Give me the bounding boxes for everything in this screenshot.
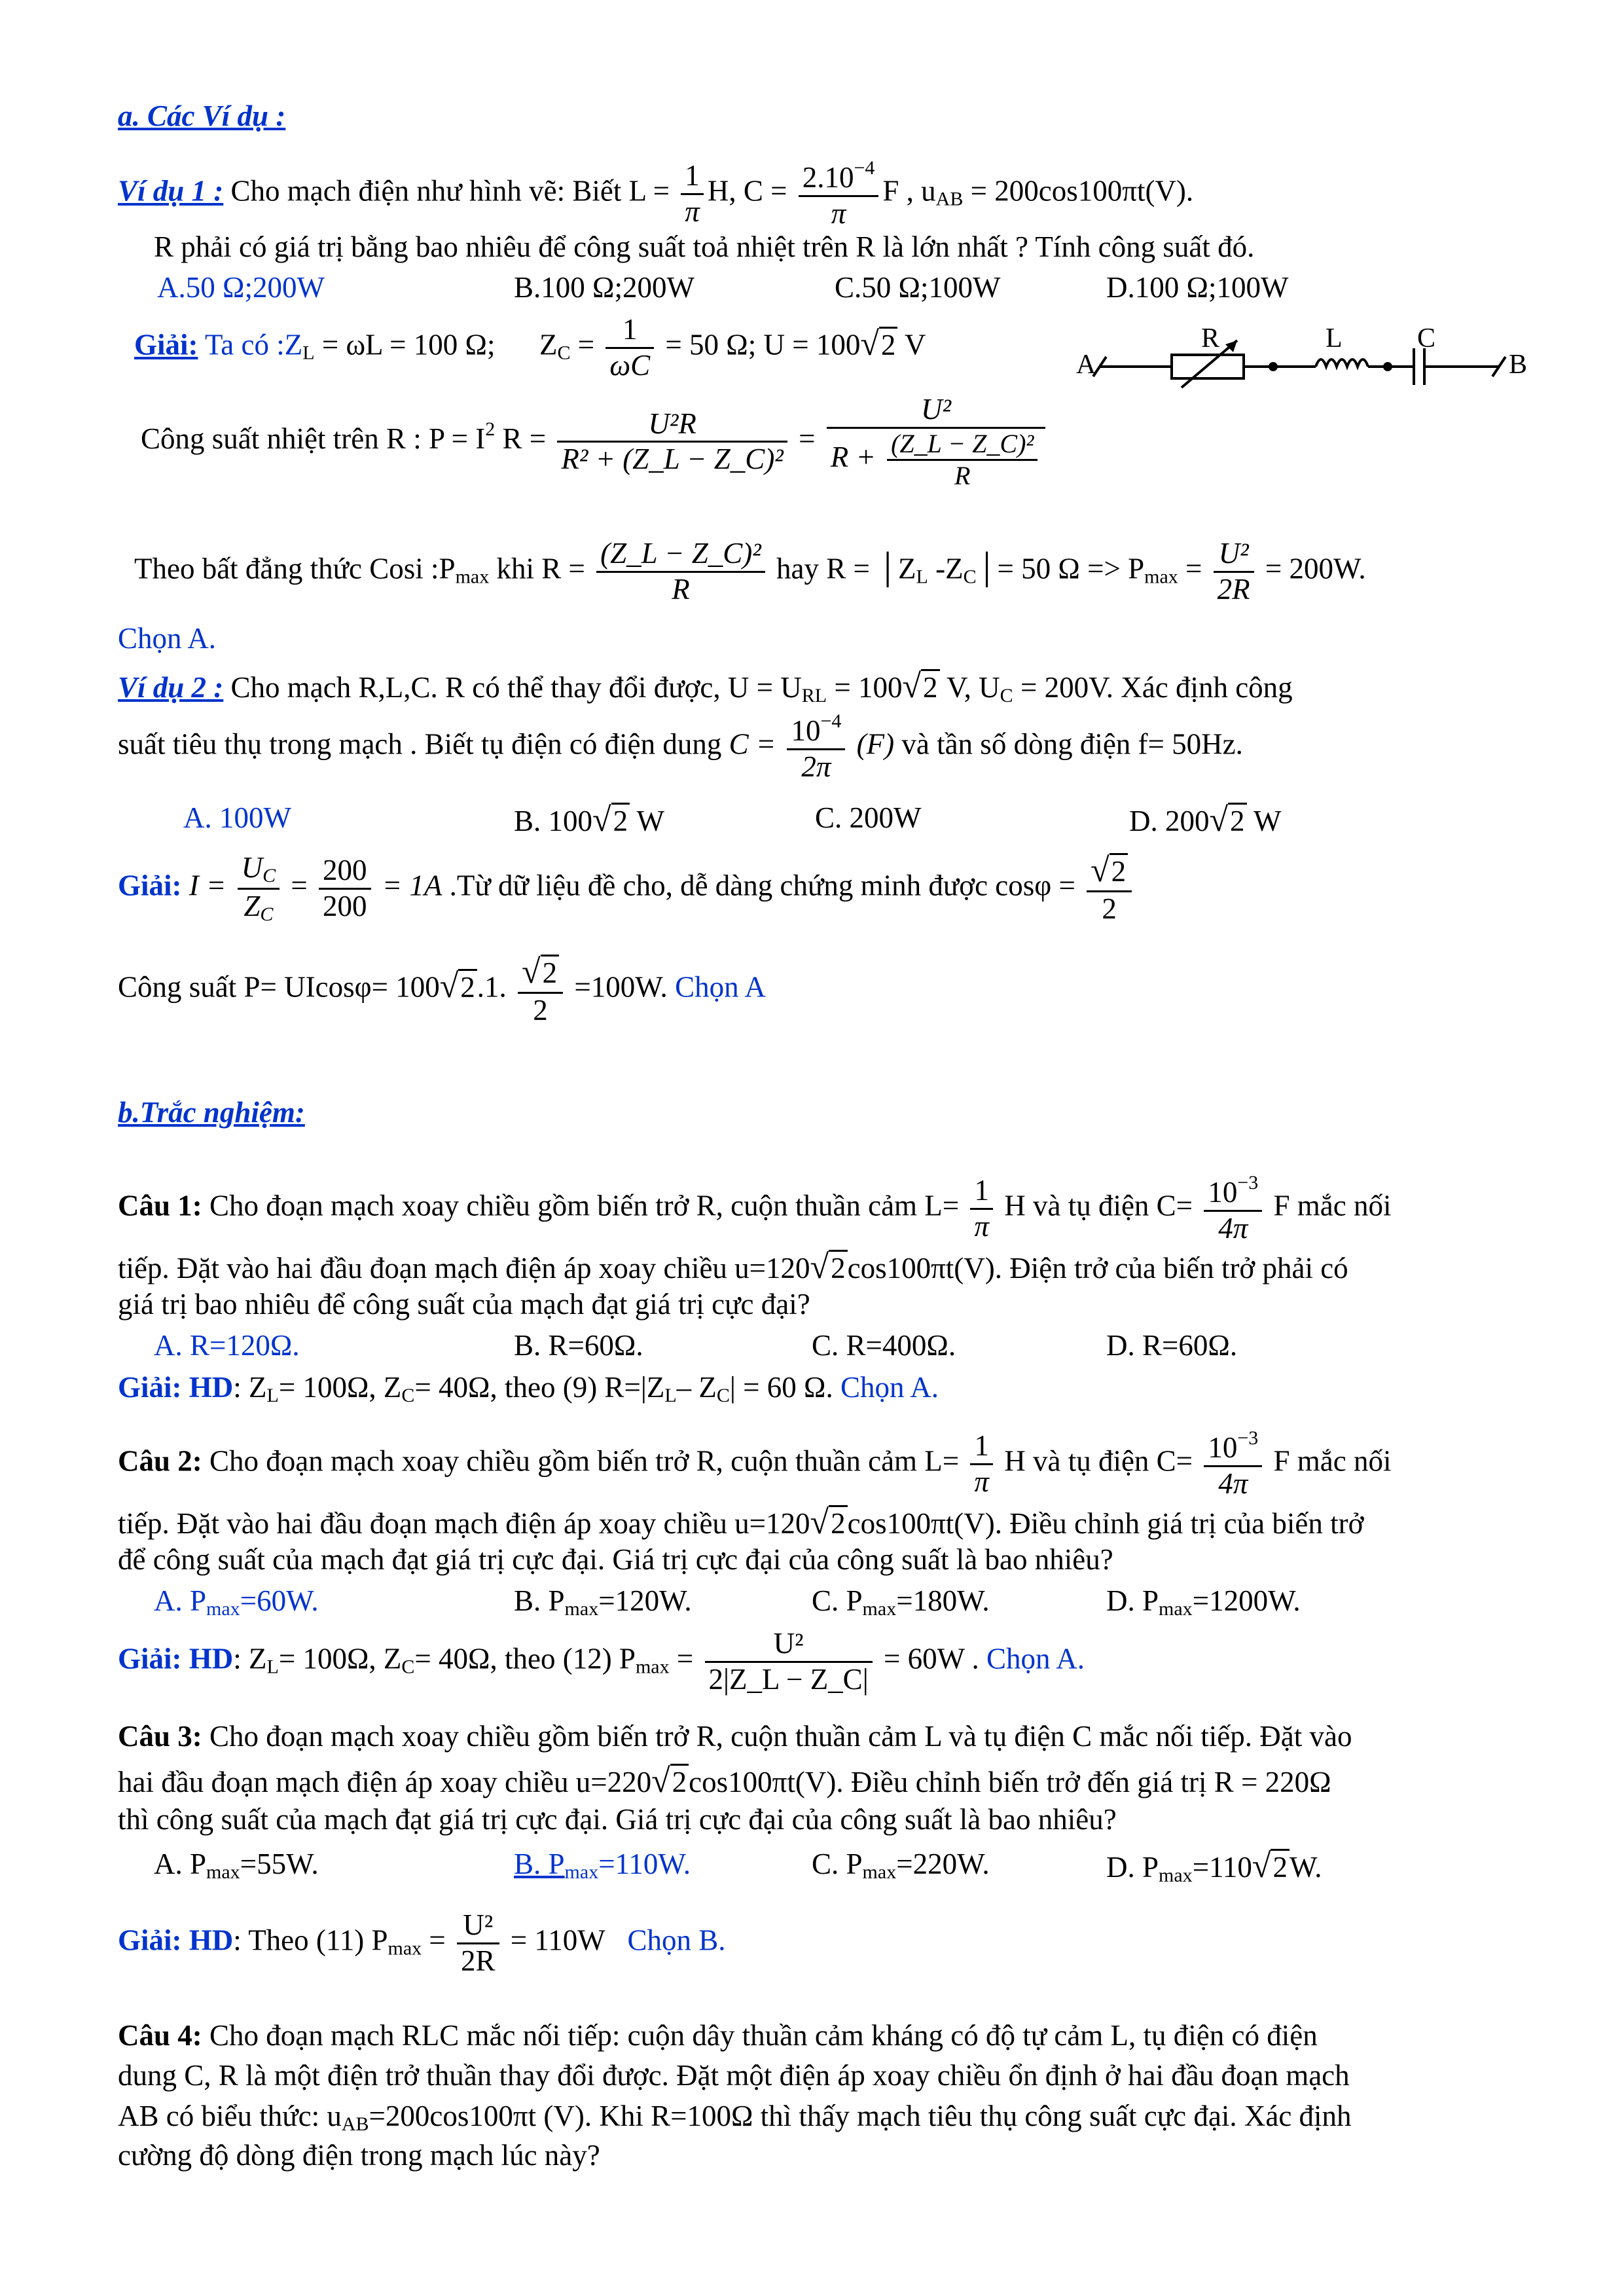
ex1-C-fraction: $\frac{2.10^{-4}}{\pi}$: [799, 157, 879, 231]
ex1-solution-label: Giải:: [134, 328, 198, 361]
power-fraction-2: U² R + $\frac{\text{(Z\_L − Z\_C)²}}{R}$: [827, 393, 1046, 491]
ex1-line1: Ví dụ 1 : Cho mạch điện như hình vẽ: Biết L = $\frac{1}{\pi}$ H, C = $\frac{2.10^{-4}}{\pi}$ F , uAB = 200cos100πt(V).: [118, 157, 1194, 230]
q4-line3: AB có biểu thức: uAB=200cos100πt (V). Khi R=100Ω thì thấy mạch tiêu thụ công suất cực đại. Xác định: [118, 2100, 1352, 2135]
q3-option-d: D. Pmax=110√2W.: [1106, 1848, 1322, 1886]
section-a-heading: a. Các Ví dụ :: [118, 100, 286, 132]
ex2-option-c: C. 200W: [815, 801, 922, 834]
node-dot-2: [1383, 362, 1392, 371]
q2-option-a: A. Pmax=60W.: [154, 1584, 319, 1620]
q1-line3: giá trị bao nhiêu để công suất của mạch đạt giá trị cực đại?: [118, 1288, 810, 1321]
circuit-label-a: A: [1076, 350, 1096, 380]
cos-fraction: $\frac{√2}{2}$: [1087, 851, 1132, 926]
q1-label: Câu 1:: [118, 1189, 202, 1222]
q1-option-c: C. R=400Ω.: [812, 1329, 956, 1362]
q2-solution: Giải: HD: ZL= 100Ω, ZC= 40Ω, theo (12) Pmax = $\frac{\text{U²}}{2|Z\_L - Z\_C|}$ = 60W . Chọn A.: [118, 1627, 1085, 1696]
q1-option-a: A. R=120Ω.: [154, 1329, 300, 1362]
ex2-cos-fraction-2: $\frac{√2}{2}$: [518, 953, 563, 1028]
q4-line2: dung C, R là một điện trở thuần thay đổi được. Đặt một điện áp xoay chiều ổn định ở hai đầu đoạn mạch: [118, 2059, 1350, 2092]
ex1-option-a: A.50 Ω;200W: [157, 271, 325, 304]
circuit-label-b: B: [1509, 350, 1528, 380]
q1-option-d: D. R=60Ω.: [1106, 1329, 1238, 1362]
q2-option-c: C. Pmax=180W.: [812, 1584, 990, 1620]
ex2-label: Ví dụ 2 :: [118, 671, 224, 704]
circuit-label-r: R: [1201, 323, 1220, 354]
ex2-option-b: B. 100√2 W: [514, 801, 664, 839]
q3-label: Câu 3:: [118, 1720, 202, 1753]
q4-line1: Câu 4: Cho đoạn mạch RLC mắc nối tiếp: cuộn dây thuần cảm kháng có độ tự cảm L, tụ điện có điện: [118, 2019, 1318, 2052]
q1-C-fraction: $\frac{10^{-3}}{4\pi}$: [1204, 1172, 1262, 1246]
circuit-label-l: L: [1326, 323, 1343, 354]
ex2-C-fraction: $\frac{10^{-4}}{2\pi}$: [787, 710, 845, 784]
q4-label: Câu 4:: [118, 2019, 202, 2052]
circuit-label-c: C: [1417, 323, 1436, 354]
q2-C-fraction: $\frac{10^{-3}}{4\pi}$: [1204, 1427, 1262, 1501]
ex2-solution-line1: Giải: I = $\frac{UC}{ZC}$ = $\frac{200}{200}$ = 1A .Từ dữ liệu đề cho, dễ dàng chứng minh được cosφ = $\frac{√2}{2}$: [118, 851, 1136, 926]
cosi-fraction: $\frac{\text{(Z\_L − Z\_C)²}}{R}$: [596, 537, 765, 607]
q1-L-fraction: $\frac{1}{\pi}$: [970, 1174, 993, 1244]
ex1-label: Ví dụ 1 :: [118, 174, 224, 208]
sqrt-symbol: √2: [860, 324, 897, 365]
q3-line1: Câu 3: Cho đoạn mạch xoay chiều gồm biến trở R, cuộn thuần cảm L và tụ điện C mắc nối tiếp. Đặt vào: [118, 1720, 1352, 1753]
ex1-power-formula: Công suất nhiệt trên R : $P = I^2$ R = $\frac{\text{U²R}}{\text{R² + (Z\_L − Z\_C)²}}$ = U² R + $\frac{\text{(Z\_L − Z\_C)²}}{R}$: [141, 393, 1049, 491]
power-fraction-1: $\frac{\text{U²R}}{\text{R² + (Z\_L − Z\_C)²}}$: [557, 407, 787, 477]
q3-line3: thì công suất của mạch đạt giá trị cực đại. Giá trị cực đại của công suất là bao nhiêu?: [118, 1803, 1117, 1836]
ex1-option-d: D.100 Ω;100W: [1106, 271, 1289, 304]
q2-line3: để công suất của mạch đạt giá trị cực đại. Giá trị cực đại của công suất là bao nhiêu?: [118, 1543, 1113, 1576]
node-dot-1: [1269, 362, 1278, 371]
pmax-fraction: $\frac{\text{U²}}{2R}$: [1214, 537, 1254, 607]
q3-pmax-fraction: $\frac{\text{U²}}{2R}$: [457, 1908, 499, 1978]
ex1-option-b: B.100 Ω;200W: [514, 271, 695, 304]
ex2-power-line: Công suất P= UIcosφ= 100√2.1. $\frac{√2}{2}$ =100W. Chọn A: [118, 953, 766, 1027]
ex1-cosi-line: Theo bất đẳng thức Cosi :Pmax khi R = $\frac{\text{(Z\_L − Z\_C)²}}{R}$ hay R = │ZL -ZC│= 50 Ω => Pmax = $\frac{\text{U²}}{2R}$ = 200W.: [134, 537, 1366, 606]
ex1-text: Cho mạch điện như hình vẽ: Biết L =: [230, 174, 670, 208]
ex2-option-a: A. 100W: [183, 801, 291, 834]
q2-pmax-fraction: $\frac{\text{U²}}{2|Z\_L - Z\_C|}$: [705, 1627, 873, 1697]
ex2-200-fraction: $\frac{200}{200}$: [319, 854, 371, 924]
ex1-solution-line1: Giải: Ta có :ZL = ωL = 100 Ω; ZC = $\frac{1}{\omega C}$ = 50 Ω; U = 100√2 V: [134, 313, 926, 382]
q1-line1: Câu 1: Cho đoạn mạch xoay chiều gồm biến trở R, cuộn thuần cảm L= $\frac{1}{\pi}$ H và tụ điện C= $\frac{10^{-3}}{4\pi}$ F mắc nối: [118, 1172, 1392, 1245]
q1-solution: Giải: HD: ZL= 100Ω, ZC= 40Ω, theo (9) R=|ZL– ZC| = 60 Ω. Chọn A.: [118, 1371, 939, 1406]
zc-fraction: $\frac{1}{\omega C}$: [605, 313, 654, 383]
q2-option-b: B. Pmax=120W.: [514, 1584, 692, 1620]
q3-solution: Giải: HD: Theo (11) Pmax = $\frac{\text{U²}}{2R}$ = 110W Chọn B.: [118, 1908, 726, 1977]
q3-option-a: A. Pmax=55W.: [154, 1848, 319, 1883]
ex2-line2: suất tiêu thụ trong mạch . Biết tụ điện có điện dung C = $\frac{10^{-4}}{2\pi}$ (F) và tần số dòng điện f= 50Hz.: [118, 710, 1243, 783]
q3-line2: hai đầu đoạn mạch điện áp xoay chiều u=220√2cos100πt(V). Điều chỉnh biến trở đến giá trị R = 220Ω: [118, 1762, 1331, 1800]
q2-L-fraction: $\frac{1}{\pi}$: [970, 1429, 993, 1499]
ex1-option-c: C.50 Ω;100W: [835, 271, 1001, 304]
ex1-answer: Chọn A.: [118, 622, 217, 655]
ex2-current-fraction: $\frac{UC}{ZC}$: [238, 851, 280, 926]
q2-line1: Câu 2: Cho đoạn mạch xoay chiều gồm biến trở R, cuộn thuần cảm L= $\frac{1}{\pi}$ H và tụ điện C= $\frac{10^{-3}}{4\pi}$ F mắc nối: [118, 1427, 1392, 1500]
rlc-circuit-diagram: [1074, 314, 1532, 399]
q3-option-c: C. Pmax=220W.: [812, 1848, 990, 1883]
q2-label: Câu 2:: [118, 1444, 202, 1478]
q1-line2: tiếp. Đặt vào hai đầu đoạn mạch điện áp xoay chiều u=120√2cos100πt(V). Điện trở của biến trở phải có: [118, 1248, 1348, 1286]
q4-line4: cường độ dòng điện trong mạch lúc này?: [118, 2139, 600, 2172]
ex1-L-fraction: $\frac{1}{\pi}$: [681, 159, 704, 229]
q3-option-b: B. Pmax=110W.: [514, 1848, 691, 1883]
inductor-symbol: [1316, 359, 1368, 367]
section-b-heading: b.Trắc nghiệm:: [118, 1096, 305, 1129]
ex1-question: R phải có giá trị bằng bao nhiêu để công suất toả nhiệt trên R là lớn nhất ? Tính công suất đó.: [154, 230, 1255, 263]
ex2-option-d: D. 200√2 W: [1129, 801, 1282, 839]
ex2-solution-label: Giải:: [118, 869, 182, 902]
q2-line2: tiếp. Đặt vào hai đầu đoạn mạch điện áp xoay chiều u=120√2cos100πt(V). Điều chỉnh giá trị của biến trở: [118, 1504, 1364, 1541]
q1-option-b: B. R=60Ω.: [514, 1329, 643, 1362]
ex2-line1: Ví dụ 2 : Cho mạch R,L,C. R có thể thay đổi được, U = URL = 100√2 V, UC = 200V. Xác định công: [118, 668, 1293, 706]
q2-option-d: D. Pmax=1200W.: [1106, 1584, 1301, 1620]
